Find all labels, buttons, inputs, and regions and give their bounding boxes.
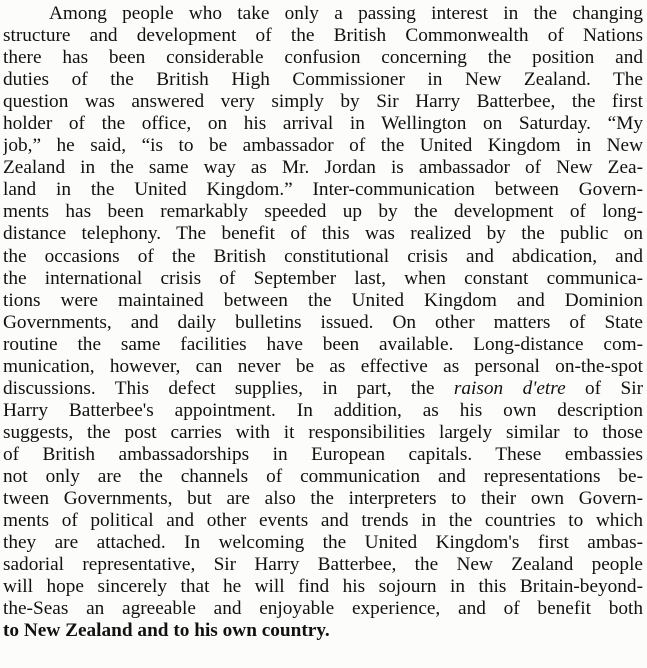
article-line-19: Harry Batterbee's appointment. In addition, as his own description — [3, 399, 643, 421]
article-line-20: suggests, the post carries with it responsibilities largely similar to those — [3, 421, 643, 443]
article-line-26: sadorial representative, Sir Harry Batterbee, the New Zealand people — [3, 554, 643, 576]
article-line-1: Among people who take only a passing interest in the changing — [49, 3, 643, 24]
article-line-18 — [3, 378, 643, 400]
article-line-2: structure and development of the British Commonwealth of Nations — [3, 25, 643, 47]
article-line-9: land in the United Kingdom.” Inter-communication between Govern- — [3, 179, 643, 201]
article-line-7: job,” he said, “is to be ambassador of the United Kingdom in New — [3, 135, 643, 157]
article-line-22: not only are the channels of communication and representations be- — [3, 465, 643, 487]
article-line-8: Zealand in the same way as Mr. Jordan is ambassador of New Zea- — [3, 157, 643, 179]
article-line-25: they are attached. In welcoming the United Kingdom's first ambas- — [3, 532, 643, 554]
article-line-14: tions were maintained between the United Kingdom and Dominion — [3, 289, 643, 311]
article-line-18-head: discussions. This defect supplies, in part, the — [3, 377, 454, 399]
article-line-15: Governments, and daily bulletins issued. On other matters of State — [3, 311, 643, 333]
article-line-28: the-Seas an agreeable and enjoyable experience, and of benefit both — [3, 598, 643, 620]
article-line-16: routine the same facilities have been available. Long-distance com- — [3, 333, 643, 355]
article-line-18-tail: of Sir — [565, 377, 643, 399]
article-line-13: the international crisis of September last, when constant communica- — [3, 267, 643, 289]
article-line-12: the occasions of the British constitutional crisis and abdication, and — [3, 245, 643, 267]
article-line-3: there has been considerable confusion concerning the position and — [3, 47, 643, 69]
article-line-10: ments has been remarkably speeded up by the development of long- — [3, 201, 643, 223]
article-line-17: munication, however, can never be as effective as personal on-the-spot — [3, 355, 643, 377]
article-line-21: of British ambassadorships in European capitals. These embassies — [3, 443, 643, 465]
article-line-24: ments of political and other events and trends in the countries to which — [3, 510, 643, 532]
editorial-article — [3, 3, 643, 642]
raison-detre-phrase: raison d'etre — [453, 377, 566, 399]
article-line-23: tween Governments, but are also the interpreters to their own Govern- — [3, 488, 643, 510]
article-line-11: distance telephony. The benefit of this was realized by the public on — [3, 223, 643, 245]
article-line-6: holder of the office, on his arrival in Wellington on Saturday. “My — [3, 113, 643, 135]
article-line-4: duties of the British High Commissioner in New Zealand. The — [3, 69, 643, 91]
article-line-5: question was answered very simply by Sir Harry Batterbee, the first — [3, 91, 643, 113]
article-line-27: will hope sincerely that he will find his sojourn in this Britain-beyond- — [3, 576, 643, 598]
article-line-29: to New Zealand and to his own country. — [3, 620, 330, 642]
